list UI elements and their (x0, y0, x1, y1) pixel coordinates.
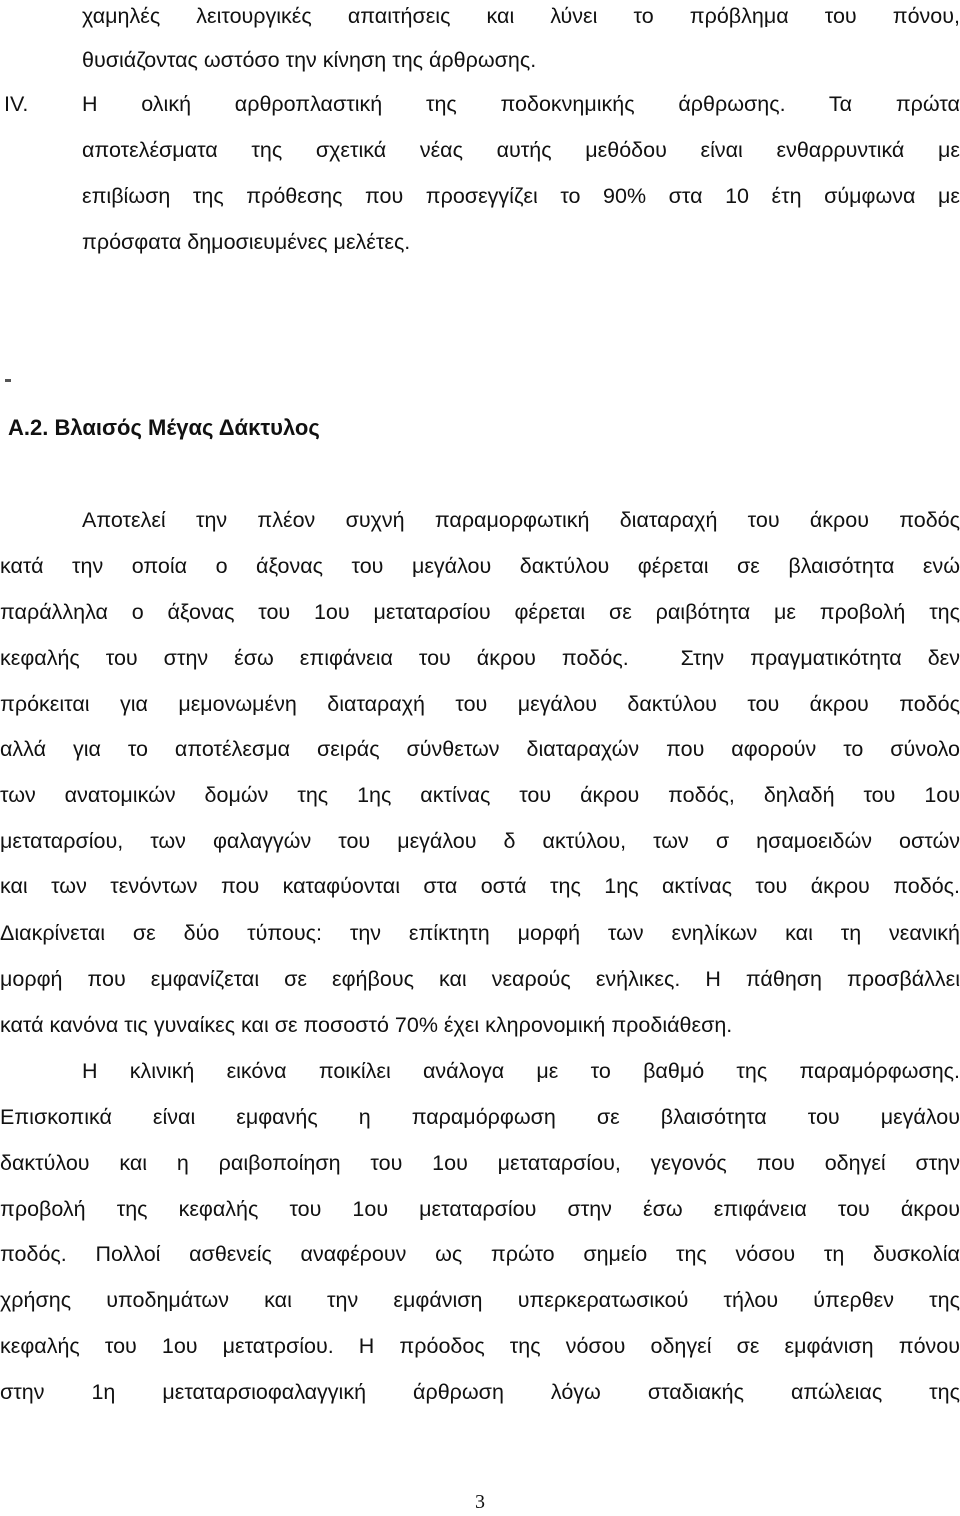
text-line: επιβίωση της πρόθεσης που προσεγγίζει το 90% στα 10 έτη σύμφωνα με (82, 184, 960, 208)
text-line: των ανατομικών δομών της 1ης ακτίνας του άκρου ποδός, δηλαδή του 1ου (0, 783, 960, 807)
text-line: μεταταρσίου, των φαλαγγών του μεγάλου δ ακτύλου, των σ ησαμοειδών οστών (0, 829, 960, 853)
text-line: θυσιάζοντας ωστόσο την κίνηση της άρθρωσης. (82, 48, 537, 72)
text-line: δακτύλου και η ραιβοποίηση του 1ου μεταταρσίου, γεγονός που οδηγεί στην (0, 1151, 960, 1175)
text-line: κατά κανόνα τις γυναίκες και σε ποσοστό 70% έχει κληρονομική προδιάθεση. (0, 1013, 733, 1037)
text-line: χρήσης υποδημάτων και την εμφάνιση υπερκερατωσικού τήλου ύπερθεν της (0, 1288, 960, 1312)
text-line: κεφαλής του 1ου μετατρσίου. Η πρόοδος της νόσου οδηγεί σε εμφάνιση πόνου (0, 1334, 960, 1358)
text-line: Αποτελεί την πλέον συχνή παραμορφωτική διαταραχή του άκρου ποδός (82, 508, 960, 532)
text-line: Διακρίνεται σε δύο τύπους: την επίκτητη μορφή των ενηλίκων και τη νεανική (0, 921, 960, 945)
text-line: αποτελέσματα της σχετικά νέας αυτής μεθόδου είναι ενθαρρυντικά με (82, 138, 960, 162)
text-line: μορφή που εμφανίζεται σε εφήβους και νεαρούς ενήλικες. Η πάθηση προσβάλλει (0, 967, 960, 991)
text-line: κεφαλής του στην έσω επιφάνεια του άκρου ποδός. Στην πραγματικότητα δεν (0, 646, 960, 670)
text-line: παράλληλα ο άξονας του 1ου μεταταρσίου φέρεται σε ραιβότητα με προβολή της (0, 600, 960, 624)
text-line: αλλά για το αποτέλεσμα σειράς σύνθετων διαταραχών που αφορούν το σύνολο (0, 737, 960, 761)
text-line: στην 1η μεταταρσιοφαλαγγική άρθρωση λόγω σταδιακής απώλειας της (0, 1380, 960, 1404)
text-line: κατά την οποία ο άξονας του μεγάλου δακτύλου φέρεται σε βλαισότητα ενώ (0, 554, 960, 578)
list-marker: IV. (4, 92, 29, 116)
text-line: προβολή της κεφαλής του 1ου μεταταρσίου στην έσω επιφάνεια του άκρου (0, 1197, 960, 1221)
text-line: Η κλινική εικόνα ποικίλει ανάλογα με το βαθμό της παραμόρφωσης. (82, 1059, 960, 1083)
text-line: πρόσφατα δημοσιευμένες μελέτες. (82, 230, 411, 254)
text-line: Η ολική αρθροπλαστική της ποδοκνημικής άρθρωσης. Τα πρώτα (82, 92, 960, 116)
dash-mark (5, 379, 11, 382)
text-line: Επισκοπικά είναι εμφανής η παραμόρφωση σε βλαισότητα του μεγάλου (0, 1105, 960, 1129)
text-line: και των τενόντων που καταφύονται στα οστά της 1ης ακτίνας του άκρου ποδός. (0, 874, 960, 898)
section-heading: A.2. Βλαισός Μέγας Δάκτυλος (8, 415, 320, 440)
page-number: 3 (475, 1491, 485, 1513)
text-line: πρόκειται για μεμονωμένη διαταραχή του μεγάλου δακτύλου του άκρου ποδός (0, 692, 960, 716)
text-line: χαμηλές λειτουργικές απαιτήσεις και λύνει το πρόβλημα του πόνου, (82, 4, 960, 28)
text-line: ποδός. Πολλοί ασθενείς αναφέρουν ως πρώτο σημείο της νόσου τη δυσκολία (0, 1242, 960, 1266)
